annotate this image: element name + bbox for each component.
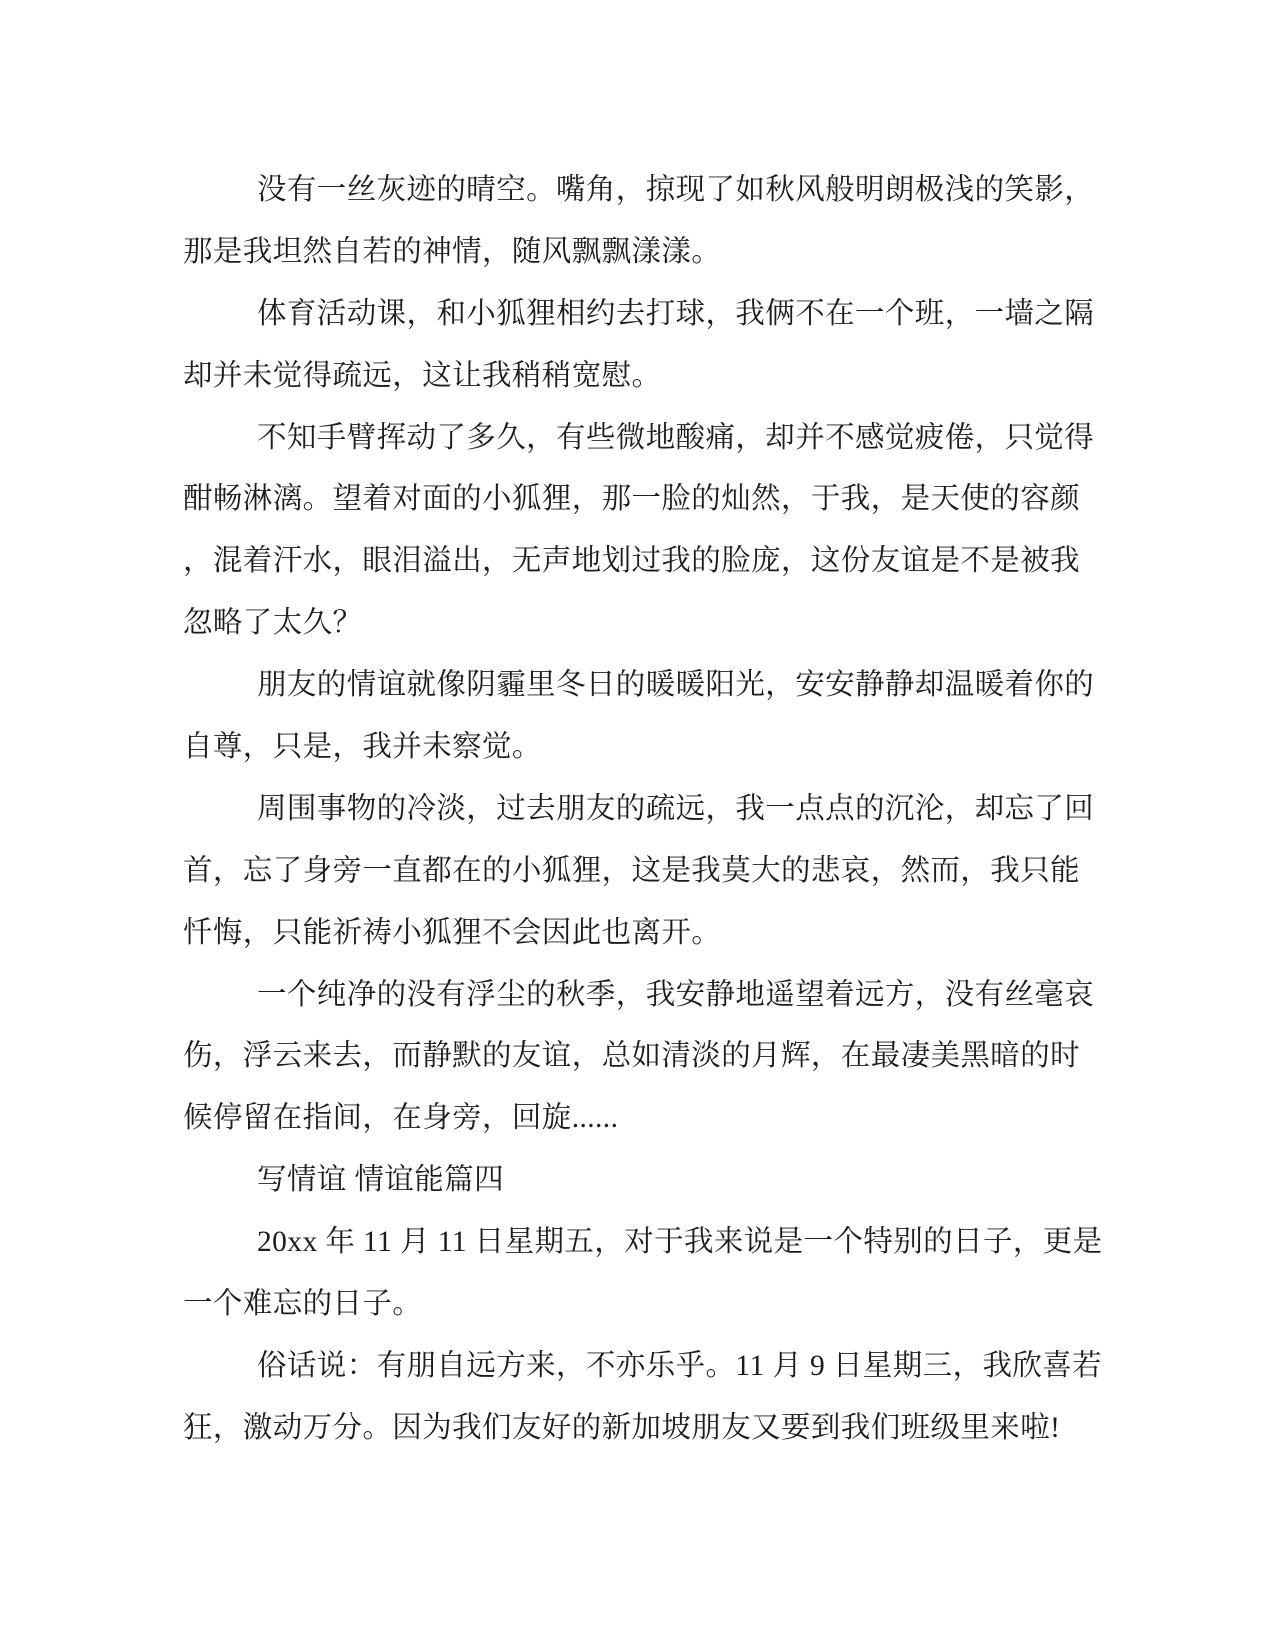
text-line: 酣畅淋漓。望着对面的小狐狸，那一脸的灿然，于我，是天使的容颜 [183, 483, 1081, 516]
text-line: 俗话说：有朋自远方来，不亦乐乎。11 月 9 日星期三，我欣喜若 [257, 1349, 1103, 1382]
text-line: 没有一丝灰迹的晴空。嘴角，掠现了如秋风般明朗极浅的笑影， [257, 174, 1095, 206]
text-line: 写情谊 情谊能篇四 [257, 1164, 504, 1197]
text-line: 候停留在指间，在身旁，回旋...... [183, 1102, 619, 1135]
text-line: 忽略了太久？ [183, 607, 363, 640]
text-line: ，混着汗水，眼泪溢出，无声地划过我的脸庞，这份友谊是不是被我 [183, 545, 1081, 578]
text-line: 一个纯净的没有浮尘的秋季，我安静地遥望着远方，没有丝毫哀 [257, 978, 1095, 1011]
text-line: 狂，激动万分。因为我们友好的新加坡朋友又要到我们班级里来啦! [183, 1411, 1061, 1444]
text-line: 伤，浮云来去，而静默的友谊，总如清淡的月辉，在最凄美黑暗的时 [183, 1040, 1081, 1073]
text-line: 首，忘了身旁一直都在的小狐狸，这是我莫大的悲哀，然而，我只能 [183, 854, 1081, 887]
text-line: 却并未觉得疏远，这让我稍稍宽慰。 [183, 359, 662, 392]
text-line: 周围事物的冷淡，过去朋友的疏远，我一点点的沉沦，却忘了回 [257, 792, 1095, 825]
text-line: 体育活动课，和小狐狸相约去打球，我俩不在一个班，一墙之隔 [257, 297, 1095, 330]
document-body-text [183, 160, 1103, 1460]
text-line: 自尊，只是，我并未察觉。 [183, 731, 542, 764]
text-line: 不知手臂挥动了多久，有些微地酸痛，却并不感觉疲倦，只觉得 [257, 421, 1095, 454]
text-line: 20xx 年 11 月 11 日星期五，对于我来说是一个特别的日子，更是 [257, 1226, 1103, 1259]
text-line: 忏悔，只能祈祷小狐狸不会因此也离开。 [183, 916, 722, 949]
text-line: 一个难忘的日子。 [183, 1288, 423, 1321]
text-line: 那是我坦然自若的神情，随风飘飘漾漾。 [183, 235, 722, 268]
text-line: 朋友的情谊就像阴霾里冬日的暖暖阳光，安安静静却温暖着你的 [257, 669, 1095, 702]
